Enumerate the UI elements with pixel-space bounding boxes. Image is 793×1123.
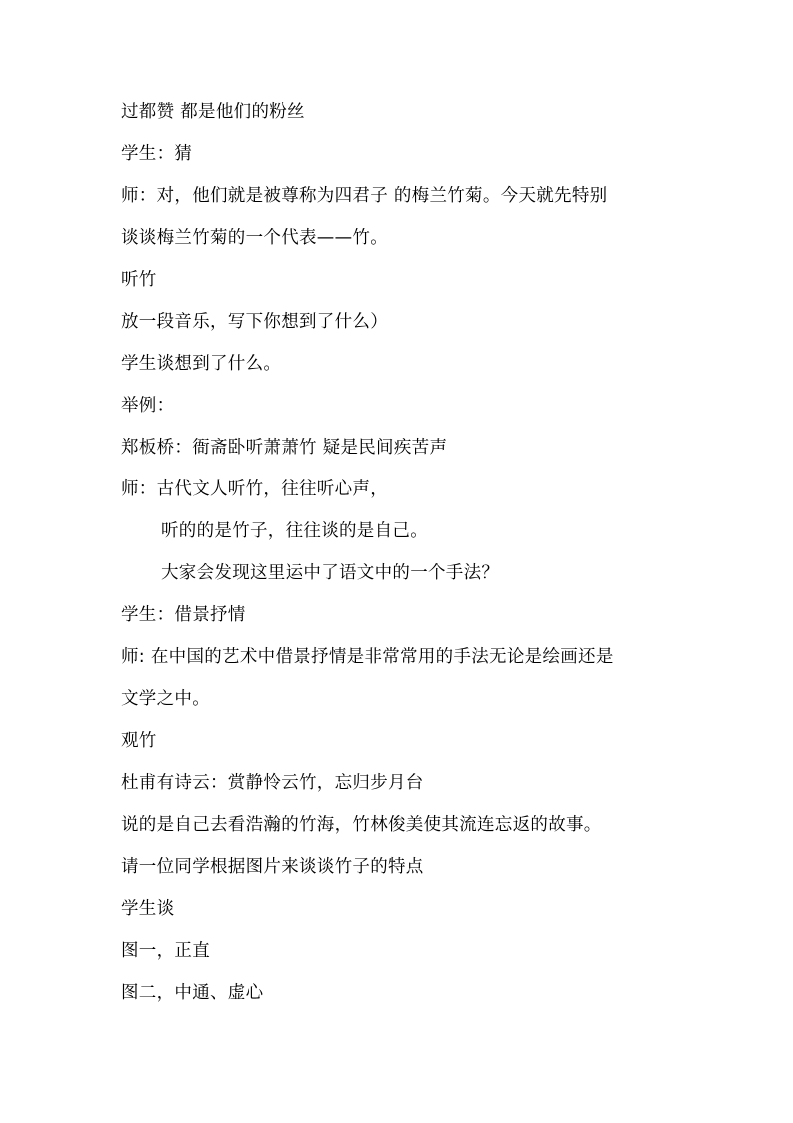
text-line: 图一，正直 xyxy=(121,940,210,961)
text-line: 学生：借景抒情 xyxy=(121,605,246,626)
text-line: 举例： xyxy=(121,395,175,416)
text-line: 谈谈梅兰竹菊的一个代表——竹。 xyxy=(121,227,388,248)
text-line: 学生：猜 xyxy=(121,143,193,164)
text-line: 请一位同学根据图片来谈谈竹子的特点 xyxy=(121,856,424,877)
text-line: 放一段音乐，写下你想到了什么） xyxy=(121,311,388,332)
text-line: 图二，中通、虚心 xyxy=(121,982,264,1003)
text-line: 学生谈想到了什么。 xyxy=(121,353,282,374)
text-line: 说的是自己去看浩瀚的竹海，竹林俊美使其流连忘返的故事。 xyxy=(121,814,602,835)
text-line: 学生谈 xyxy=(121,898,175,919)
text-line: 师: 在中国的艺术中借景抒情是非常常用的手法无论是绘画还是 xyxy=(121,647,614,668)
text-line: 师：古代文人听竹，往往听心声， xyxy=(121,479,388,500)
text-line: 听的的是竹子，往往谈的是自己。 xyxy=(161,521,428,542)
text-line: 过都赞 都是他们的粉丝 xyxy=(121,102,305,122)
section-heading: 观竹 xyxy=(121,731,157,752)
text-line: 大家会发现这里运中了语文中的一个手法？ xyxy=(161,563,500,584)
section-heading: 听竹 xyxy=(121,269,157,290)
text-line: 师：对，他们就是被尊称为四君子 的梅兰竹菊。今天就先特别 xyxy=(121,185,608,206)
text-line: 郑板桥：衙斋卧听萧萧竹 疑是民间疾苦声 xyxy=(121,437,448,458)
document-body xyxy=(121,102,701,1025)
text-line: 杜甫有诗云：赏静怜云竹，忘归步月台 xyxy=(121,773,424,793)
text-line: 文学之中。 xyxy=(121,689,210,710)
